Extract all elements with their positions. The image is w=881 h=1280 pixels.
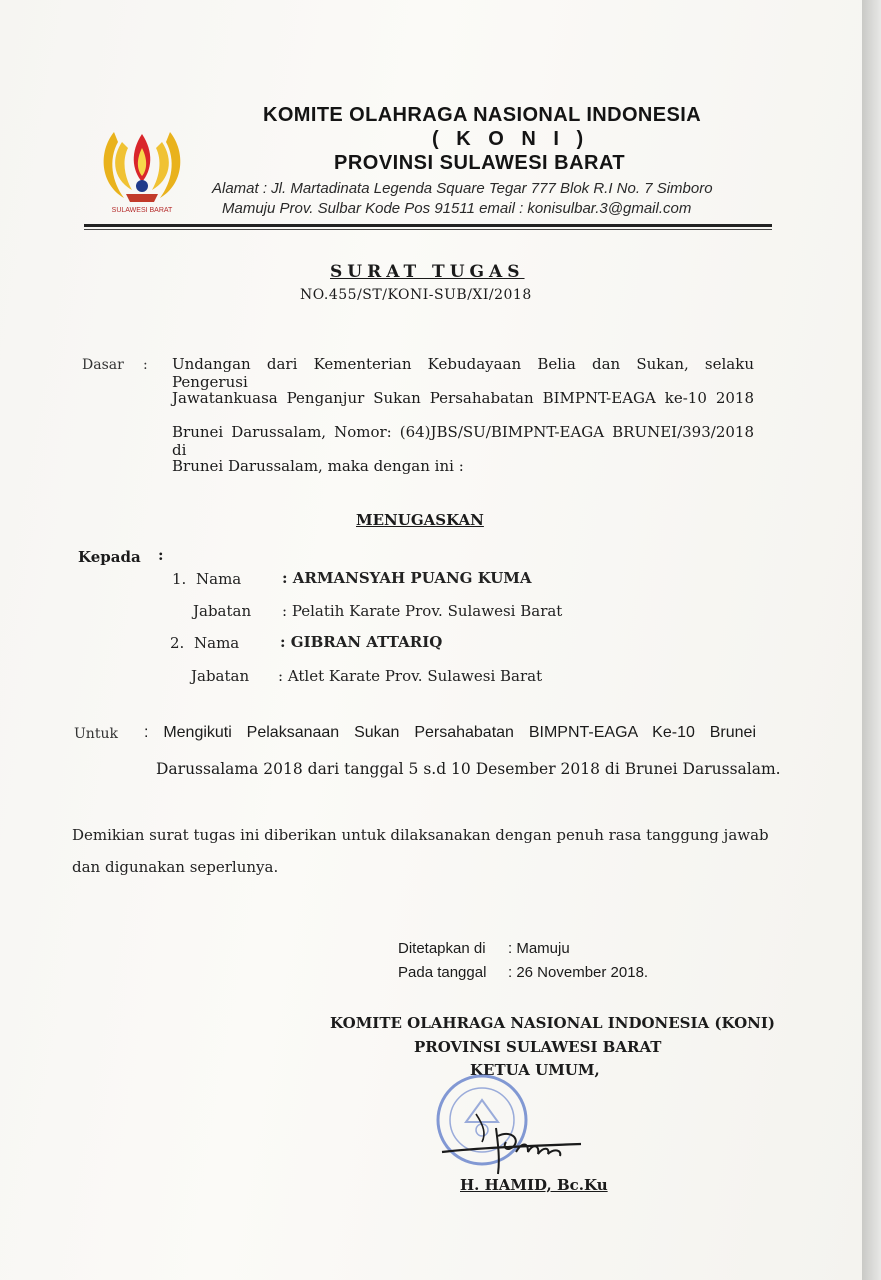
kepada-label: Kepada xyxy=(78,548,141,566)
signature-org-line-1: KOMITE OLAHRAGA NASIONAL INDONESIA (KONI) xyxy=(330,1014,775,1032)
signature-position: KETUA UMUM, xyxy=(470,1061,600,1079)
person-1-jabatan-label: Jabatan xyxy=(193,602,252,620)
untuk-line-2: Darussalama 2018 dari tanggal 5 s.d 10 Desember 2018 di Brunei Darussalam. xyxy=(156,760,781,778)
date-label: Pada tanggal xyxy=(398,964,487,981)
closing-line-1: Demikian surat tugas ini diberikan untuk dilaksanakan dengan penuh rasa tanggung jawab xyxy=(72,826,769,844)
closing-line-2: dan digunakan seperlunya. xyxy=(72,858,279,876)
date-value: : 26 November 2018. xyxy=(508,964,649,981)
dasar-line-4: Brunei Darussalam, maka dengan ini : xyxy=(172,457,464,475)
page-edge-shadow xyxy=(862,0,881,1280)
koni-flame-emblem-icon xyxy=(96,112,188,222)
place-label: Ditetapkan di xyxy=(398,940,486,957)
letterhead-org-abbr: ( K O N I ) xyxy=(432,128,590,150)
letterhead-address-line2: Mamuju Prov. Sulbar Kode Pos 91511 email : konisulbar.3@gmail.com xyxy=(222,200,692,217)
person-2-number: 2. xyxy=(170,634,185,652)
person-2-jabatan-label: Jabatan xyxy=(191,667,250,685)
dasar-line-2: Jawatankuasa Penganjur Sukan Persahabatan BIMPNT-EAGA ke-10 2018 xyxy=(172,389,754,407)
signer-name: H. HAMID, Bc.Ku xyxy=(460,1176,608,1194)
letterhead-province: PROVINSI SULAWESI BARAT xyxy=(334,152,626,174)
letterhead-divider xyxy=(84,224,772,227)
letterhead-divider-thin xyxy=(84,229,772,230)
logo-text: SULAWESI BARAT xyxy=(111,207,173,214)
kepada-colon: : xyxy=(158,546,164,564)
dasar-colon: : xyxy=(143,357,148,373)
dasar-label: Dasar xyxy=(82,357,124,373)
dasar-line-3: Brunei Darussalam, Nomor: (64)JBS/SU/BIMPNT-EAGA BRUNEI/393/2018 di xyxy=(172,423,754,459)
signature-org-line-2: PROVINSI SULAWESI BARAT xyxy=(414,1038,662,1056)
person-1-name-label: Nama xyxy=(196,570,242,588)
untuk-label: Untuk xyxy=(74,726,118,742)
person-2-name: : GIBRAN ATTARIQ xyxy=(280,633,443,651)
handwritten-signature-icon xyxy=(436,1108,586,1178)
person-1-number: 1. xyxy=(172,570,187,588)
menugaskan-heading: MENUGASKAN xyxy=(356,511,484,529)
person-2-name-label: Nama xyxy=(194,634,240,652)
person-1-jabatan: : Pelatih Karate Prov. Sulawesi Barat xyxy=(282,602,563,620)
dasar-line-1: Undangan dari Kementerian Kebudayaan Belia dan Sukan, selaku Pengerusi xyxy=(172,355,754,391)
place-value: : Mamuju xyxy=(508,940,570,957)
letterhead-org-name: KOMITE OLAHRAGA NASIONAL INDONESIA xyxy=(263,104,702,126)
letter-title: SURAT TUGAS xyxy=(330,262,525,282)
letter-number: NO.455/ST/KONI-SUB/XI/2018 xyxy=(300,287,532,303)
untuk-line-1: : Mengikuti Pelaksanaan Sukan Persahabatan BIMPNT-EAGA Ke-10 Brunei xyxy=(144,724,756,741)
person-2-jabatan: : Atlet Karate Prov. Sulawesi Barat xyxy=(278,667,543,685)
person-1-name: : ARMANSYAH PUANG KUMA xyxy=(282,569,532,587)
letterhead-address-line1: Alamat : Jl. Martadinata Legenda Square Tegar 777 Blok R.I No. 7 Simboro xyxy=(212,180,713,197)
